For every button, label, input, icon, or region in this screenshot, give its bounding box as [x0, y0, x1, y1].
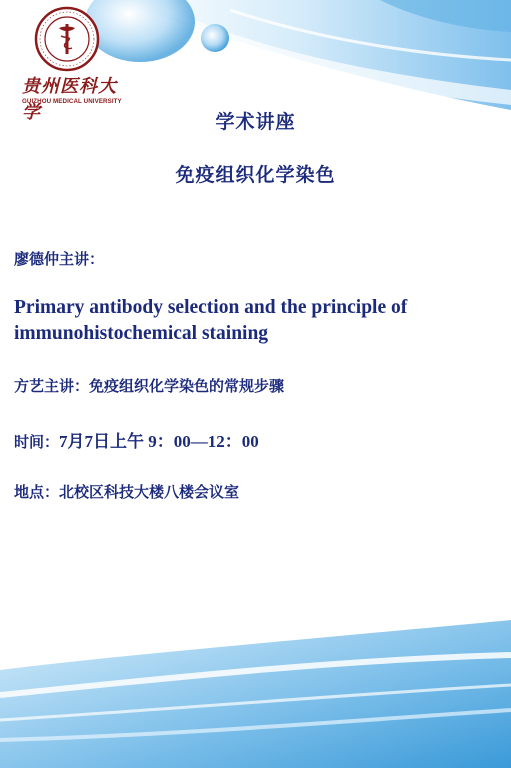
speaker1-topic: Primary antibody selection and the principle of immunohistochemical staining	[14, 297, 408, 344]
poster-title: 学术讲座	[215, 111, 296, 133]
time-value: 7月7日上午 9：00—12：00	[59, 432, 259, 451]
speaker1-label: 廖德仲主讲：	[14, 250, 105, 268]
university-logo	[22, 6, 122, 123]
school-name-en: GUIZHOU MEDICAL UNIVERSITY	[22, 98, 122, 105]
bottom-wave-decoration	[0, 600, 511, 768]
time-line	[14, 427, 259, 452]
speaker2-line: 方艺主讲：免疫组织化学染色的常规步骤	[14, 377, 285, 395]
university-seal-icon	[34, 6, 100, 72]
school-name-cn: 贵州医科大学	[22, 76, 117, 123]
time-label: 时间：	[14, 433, 60, 451]
location-line: 地点：北校区科技大楼八楼会议室	[14, 483, 240, 501]
poster-subtitle: 免疫组织化学染色	[175, 164, 336, 186]
